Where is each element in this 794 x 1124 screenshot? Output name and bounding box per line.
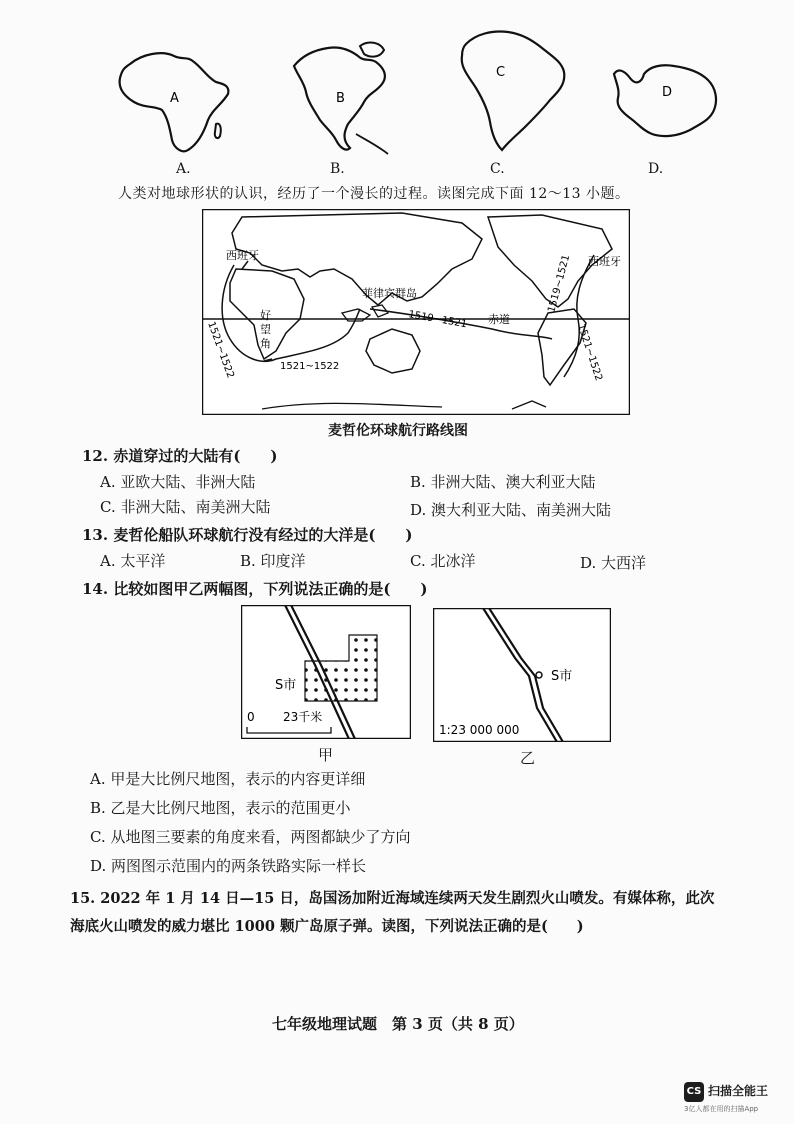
map-letter-b: B — [336, 91, 345, 106]
map-jia-caption: 甲 — [318, 746, 334, 764]
map-yi-caption: 乙 — [520, 749, 536, 767]
label-spain-right: 西班牙 — [588, 255, 621, 268]
q15-line-1: 15. 2022 年 1 月 14 日—15 日，岛国汤加附近海域连续两天发生剧烈火山喷发。有媒体称，此次 — [70, 890, 715, 907]
continent-option-c: C. — [490, 161, 505, 177]
route-map-caption: 麦哲伦环球航行路线图 — [328, 423, 468, 439]
continent-outline-b — [284, 36, 414, 160]
continent-option-a: A. — [176, 161, 191, 177]
continent-option-d: D. — [648, 161, 664, 177]
map-letter-d: D — [662, 85, 673, 100]
q14-option-a: A. 甲是大比例尺地图，表示的内容更详细 — [90, 770, 366, 788]
scanner-brand: 扫描全能王 — [708, 1084, 769, 1098]
continent-outline-a — [112, 44, 242, 156]
continent-outline-d — [604, 60, 724, 144]
q13-stem: 13. 麦哲伦船队环球航行没有经过的大洋是( ) — [82, 526, 413, 544]
continent-outline-c — [452, 26, 572, 156]
q14-option-c: C. 从地图三要素的角度来看，两图都缺少了方向 — [90, 828, 411, 846]
q14-option-b: B. 乙是大比例尺地图，表示的范围更小 — [90, 799, 351, 817]
label-years-e: 1521~1522 — [575, 322, 604, 383]
map-letter-a: A — [170, 91, 179, 106]
map-yi-scale: 1:23 000 000 — [439, 723, 520, 737]
q12-stem: 12. 赤道穿过的大陆有( ) — [82, 447, 278, 465]
q14-option-d: D. 两图图示范围内的两条铁路实际一样长 — [90, 857, 367, 875]
q12-option-b: B. 非洲大陆、澳大利亚大陆 — [410, 473, 596, 491]
q13-option-a: A. 太平洋 — [100, 552, 166, 570]
q12-option-d: D. 澳大利亚大陆、南美洲大陆 — [410, 501, 612, 519]
label-years-b: 1519~1521 — [546, 253, 573, 314]
scanner-logo: CS — [684, 1082, 704, 1102]
intro-text: 人类对地球形状的认识，经历了一个漫长的过程。读图完成下面 12～13 小题。 — [118, 186, 630, 202]
label-philippines: 菲律宾群岛 — [362, 287, 417, 300]
q13-option-d: D. 大西洋 — [580, 554, 647, 572]
label-years-a: 1519~1521 — [407, 309, 468, 331]
label-cape-2: 望 — [260, 323, 271, 336]
map-yi-city-dot — [536, 672, 542, 678]
page-footer: 七年级地理试题 第 3 页（共 8 页） — [272, 1015, 524, 1033]
route-map — [202, 209, 630, 415]
label-spain-left: 西班牙 — [226, 249, 259, 262]
label-equator: 赤道 — [488, 313, 510, 326]
q15-line-2: 海底火山喷发的威力堪比 1000 颗广岛原子弹。读图，下列说法正确的是( ) — [70, 918, 584, 935]
q13-option-b: B. 印度洋 — [240, 552, 306, 570]
q14-stem: 14. 比较如图甲乙两幅图，下列说法正确的是( ) — [82, 580, 428, 598]
map-yi — [433, 608, 611, 742]
map-jia-scale-zero: 0 — [247, 710, 255, 724]
map-jia-scale-text: 23千米 — [283, 710, 323, 724]
map-yi-city: S市 — [551, 669, 573, 684]
continent-option-b: B. — [330, 161, 345, 177]
q13-option-c: C. 北冰洋 — [410, 552, 476, 570]
label-cape-3: 角 — [260, 337, 271, 350]
map-letter-c: C — [496, 65, 506, 80]
q12-option-c: C. 非洲大陆、南美洲大陆 — [100, 498, 271, 516]
map-jia-city: S市 — [275, 678, 297, 693]
label-years-d: 1521~1522 — [280, 361, 340, 372]
map-jia — [241, 605, 411, 739]
label-years-c: 1521~1522 — [205, 320, 236, 380]
q12-option-a: A. 亚欧大陆、非洲大陆 — [100, 473, 256, 491]
label-cape-1: 好 — [260, 309, 271, 322]
scanner-sub: 3亿人都在用的扫描App — [684, 1105, 759, 1113]
